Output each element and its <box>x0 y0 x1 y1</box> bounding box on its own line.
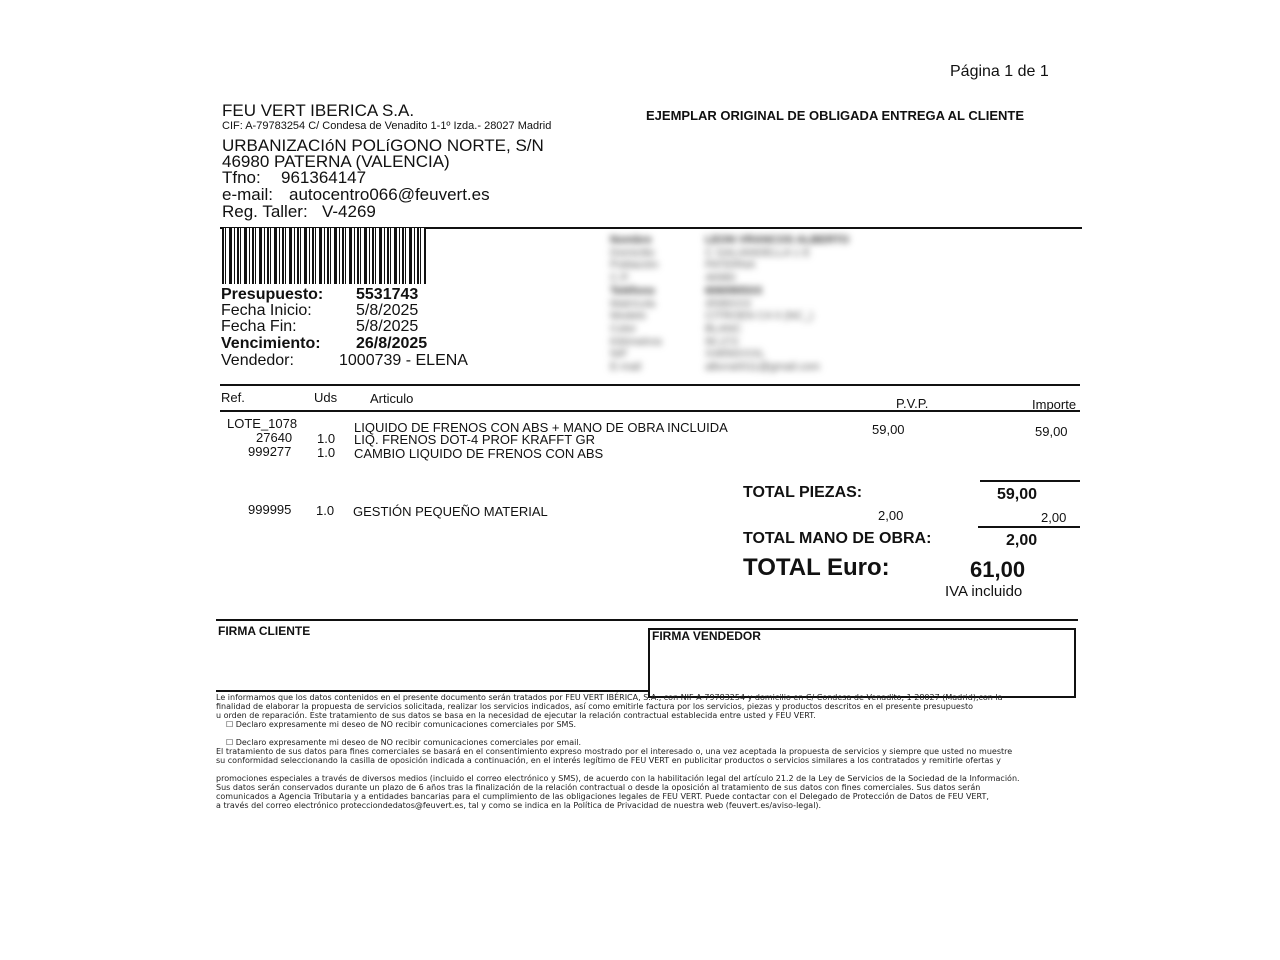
customer-field-label: Población <box>610 259 659 272</box>
table-top-rule <box>220 384 1080 386</box>
seller-value: 1000739 - ELENA <box>339 352 468 369</box>
customer-field-label: Color <box>610 322 637 335</box>
grand-total-label: TOTAL Euro: <box>743 554 890 581</box>
budget-label: Presupuesto: <box>221 286 324 303</box>
table-header-rule <box>220 410 1080 412</box>
row-1-pvp: 59,00 <box>872 422 905 437</box>
seller-signature-label: FIRMA VENDEDOR <box>652 629 761 643</box>
customer-field-label: Kilómetros <box>610 335 662 348</box>
legal-line: Sus datos serán conservados durante un plazo de 6 años tras la finalización de la relación contractual o desde la oposición al tratamiento de sus datos con fines comerciales. Sus datos serán <box>216 783 981 792</box>
customer-field-label: Domicilio <box>610 246 655 259</box>
row-2-uds: 1.0 <box>317 431 336 446</box>
barcode <box>222 228 426 284</box>
customer-field-value: 4598XXX <box>705 297 752 310</box>
customer-field-value: C GALIANDELLA 1 E <box>705 246 811 259</box>
seller-label: Vendedor: <box>221 352 294 369</box>
company-name: FEU VERT IBERICA S.A. <box>222 101 415 120</box>
budget-number: 5531743 <box>356 286 419 303</box>
row-3-article: CAMBIO LIQUIDO DE FRENOS CON ABS <box>354 446 604 461</box>
customer-field-label: C.P. <box>610 272 630 285</box>
due-date: 26/8/2025 <box>356 335 428 352</box>
customer-field-value: LEON VRANCOS ALBERTO <box>705 234 850 246</box>
legal-notice <box>216 693 1020 810</box>
legal-line: ☐ Declaro expresamente mi deseo de NO recibir comunicaciones comerciales por SMS. <box>226 720 577 729</box>
legal-line: comunicados a Agencia Tributaria y a entidades bancarias para el cumplimiento de las obligaciones legales de FEU VERT. Puede contactar con el Delegado de Protección de Datos de FEU VERT, <box>216 792 989 801</box>
row-4-amount: 2,00 <box>1041 510 1067 525</box>
legal-line: a través del correo electrónico protecciondedatos@feuvert.es, tal y como se indica en la Política de Privacidad de nuestra web (feuvert.es/aviso-legal). <box>216 801 822 810</box>
workshop-reg: V-4269 <box>322 202 376 221</box>
row-2-article: LIQ. FRENOS DOT-4 PROF KRAFFT GR <box>354 432 596 447</box>
customer-field-label: Teléfono <box>610 284 656 297</box>
company-email: autocentro066@feuvert.es <box>289 185 490 204</box>
legal-line: ☐ Declaro expresamente mi deseo de NO recibir comunicaciones comerciales por email. <box>226 738 582 747</box>
row-4-uds: 1.0 <box>316 503 335 518</box>
page-number: Página 1 de 1 <box>950 63 1049 80</box>
labor-total-rule <box>978 526 1080 528</box>
workshop-reg-label: Reg. Taller: <box>222 202 308 221</box>
customer-field-label: Modelo <box>610 310 647 323</box>
legal-line: El tratamiento de sus datos para fines comerciales se basará en el consentimiento expreso mostrado por el interesado o, una vez aceptada la propuesta de servicios y siempre que usted no muestre <box>216 747 1013 756</box>
company-email-label: e-mail: <box>222 185 274 204</box>
row-4-pvp: 2,00 <box>878 508 904 523</box>
parts-total-value: 59,00 <box>997 486 1038 503</box>
header-uds: Uds <box>314 390 338 405</box>
row-3-ref: 999277 <box>248 444 292 459</box>
labor-total-value: 2,00 <box>1006 532 1038 549</box>
grand-total-value: 61,00 <box>970 557 1026 582</box>
legal-paragraph-1 <box>216 693 1020 729</box>
end-date: 5/8/2025 <box>356 318 419 335</box>
header-ref: Ref. <box>221 390 245 405</box>
header-article: Articulo <box>370 391 414 406</box>
row-4-article: GESTIÓN PEQUEÑO MATERIAL <box>353 504 548 519</box>
copy-notice: EJEMPLAR ORIGINAL DE OBLIGADA ENTREGA AL CLIENTE <box>646 108 1024 123</box>
company-phone-label: Tfno: <box>222 168 261 187</box>
customer-field-label: Matrícula <box>610 297 656 310</box>
customer-field-value: 90.272 <box>705 335 739 348</box>
legal-paragraph-2 <box>216 738 1020 765</box>
header-amount: Importe <box>1032 397 1077 412</box>
start-date: 5/8/2025 <box>356 302 419 319</box>
legal-line: finalidad de elaborar la propuesta de servicios solicitada, realizar los servicios indicados, así como emitirle factura por los servicios, piezas y productos descritos en el presente presupuesto <box>216 702 974 711</box>
customer-field-value: albvra0011@gmail.com <box>705 361 820 373</box>
legal-line: su conformidad seleccionando la casilla de oposición indicada a continuación, en el interés legítimo de FEU VERT en publicitar productos o servicios similares a los contratados y remitirle ofertas y <box>216 756 1001 765</box>
customer-field-label: Nombre <box>610 234 652 246</box>
start-date-label: Fecha Inicio: <box>221 302 312 319</box>
row-1-ref: LOTE_1078 <box>227 416 298 431</box>
company-phone: 961364147 <box>281 168 367 187</box>
parts-total-rule <box>980 480 1080 482</box>
customer-field-label: NIF <box>610 348 628 361</box>
vat-note: IVA incluido <box>945 583 1023 600</box>
row-1-article: LIQUIDO DE FRENOS CON ABS + MANO DE OBRA INCLUIDA <box>354 420 728 435</box>
due-date-label: Vencimiento: <box>221 335 321 352</box>
company-address-line2: 46980 PATERNA (VALENCIA) <box>222 152 450 171</box>
legal-line: Le informamos que los datos contenidos en el presente documento serán tratados por FEU VERT IBÉRICA, S.A., con NIF A-79783254 y domicilio en C/ Condesa de Venadito, 1 28027 (Madrid),con la <box>216 693 1003 702</box>
company-cif: CIF: A-79783254 C/ Condesa de Venadito 1-1º Izda.- 28027 Madrid <box>222 120 552 132</box>
legal-line: promociones especiales a través de diversos medios (incluido el correo electrónico y SMS), de acuerdo con la habilitación legal del artículo 21.2 de la Ley de Servicios de la Sociedad de la Información. <box>216 774 1020 783</box>
customer-field-value: 46980 <box>705 272 736 285</box>
row-3-uds: 1.0 <box>317 445 336 460</box>
parts-total-label: TOTAL PIEZAS: <box>743 484 863 501</box>
client-signature-rule <box>216 690 650 692</box>
customer-field-value: CITROEN C4 II (NC_) <box>705 310 814 323</box>
header-pvp: P.V.P. <box>896 396 929 411</box>
signature-top-rule <box>216 619 1078 621</box>
legal-line: u orden de reparación. Este tratamiento de sus datos se basa en la necesidad de ejecutar la relación contractual establecida entre usted y FEU VERT. <box>216 711 816 720</box>
row-4-ref: 999995 <box>248 502 292 517</box>
labor-total-label: TOTAL MANO DE OBRA: <box>743 530 932 547</box>
legal-paragraph-3 <box>216 774 1020 810</box>
customer-field-value: 6060905XX <box>705 284 763 297</box>
customer-field-value: BLANC <box>705 322 742 335</box>
customer-field-value: X4856XXXL <box>705 348 765 361</box>
customer-field-value: PATERNA <box>705 259 756 272</box>
client-signature-label: FIRMA CLIENTE <box>218 624 311 638</box>
row-2-ref: 27640 <box>256 430 293 445</box>
company-address-line1: URBANIZACIóN POLíGONO NORTE, S/N <box>222 136 544 155</box>
end-date-label: Fecha Fin: <box>221 318 297 335</box>
customer-field-label: E-mail <box>610 361 642 373</box>
row-1-amount: 59,00 <box>1035 424 1068 439</box>
